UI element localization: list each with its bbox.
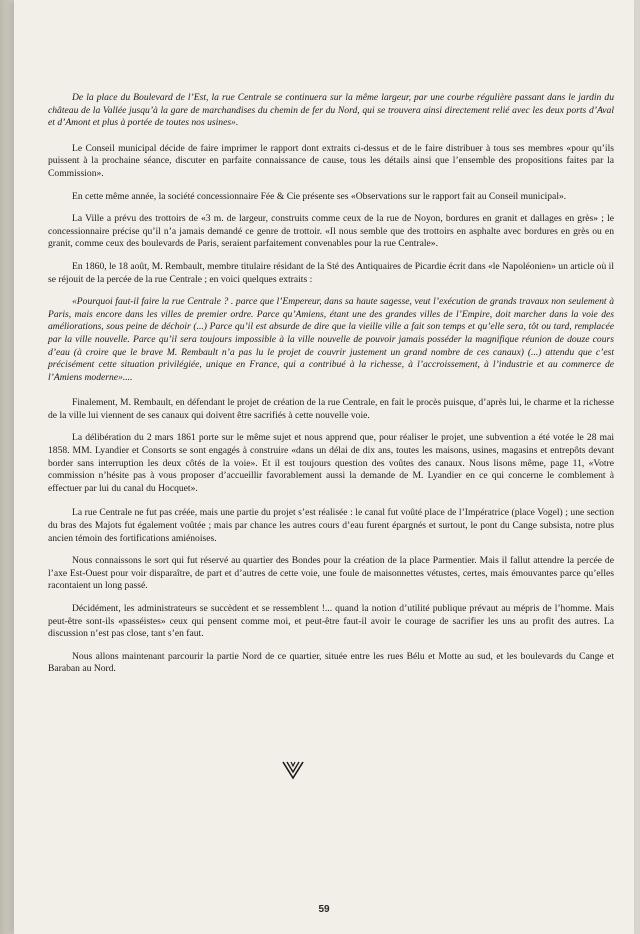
paragraph-9: La rue Centrale ne fut pas créée, mais une partie du projet s’est réalisée : le canal fut voûté place de l’Impératrice (place Vogel) ; une section du bras des Majots fut également voûtée ; mais par chance les autres cours d’eau furent épargnés et surtout, le pont du Cange subsista, notre plus ancien témoin des fortifications amiénoises. — [48, 507, 614, 544]
paragraph-3: En cette même année, la société concessionnaire Fée & Cie présente ses «Observations sur le rapport fait au Conseil municipal». — [72, 190, 567, 202]
paragraph-11: Décidément, les administrateurs se succèdent et se ressemblent !... quand la notion d’utilité publique prévaut au mépris de l’homme. Mais peut-être sont-ils «passéistes» ceux qui pensent comme moi, et peut-être faut-il avoir le courage de sacrifier les uns au profit des autres. La discussion n’est pas close, tant s’en faut. — [48, 603, 614, 640]
page-number: 59 — [318, 904, 330, 915]
paragraph-7: Finalement, M. Rembault, en défendant le projet de création de la rue Centrale, en fait le procès puisque, d’après lui, le charme et la richesse de la ville lui viennent de ses canaux qui doivent être sacrifiés à cette nouvelle voie. — [48, 397, 614, 421]
paragraph-8: La délibération du 2 mars 1861 porte sur le même sujet et nous apprend que, pour réaliser le projet, une subvention a été votée le 28 mai 1858. MM. Lyandier et Consorts se sont engagés à construire «dans un délai de dix ans, toutes les maisons, usines, magasins et entrepôts devant border sans interruption les deux côtés de la voie». Et il est toujours question des voûtes des canaux. Nous lisons même, page 11, «Votre commission n’hésite pas à vous proposer d’accueillir favorablement aussi la demande de M. Lyandier en ce qui concerne le comblement à effectuer par lui du canal du Hocquet». — [48, 432, 614, 494]
page-body — [48, 92, 614, 686]
paragraph-2: Le Conseil municipal décide de faire imprimer le rapport dont extraits ci-dessus et de le faire distribuer à tous ses membres «pour qu’ils puissent à la prochaine séance, discuter en parfaite connaissance de cause, tous les détails ainsi que l’ensemble des propositions faites par la Commission». — [48, 142, 614, 179]
book-page — [14, 0, 634, 934]
v-ornament-icon — [282, 760, 304, 780]
paragraph-5: En 1860, le 18 août, M. Rembault, membre titulaire résidant de la Sté des Antiquaires de Picardie écrit dans «le Napoléonien» un article où il se réjouit de la percée de la rue Centrale ; en voici quelques extraits : — [48, 260, 614, 285]
paragraph-10: Nous connaissons le sort qui fut réservé au quartier des Bondes pour la création de la place Parmentier. Mais il fallut attendre la percée de l’axe Est-Ouest pour voir disparaître, de part et d’autres de cette voie, une foule de maisonnettes vétustes, certes, mais émouvantes parce qu’elles racontaient un long passé. — [48, 555, 614, 592]
paragraph-6: «Pourquoi faut-il faire la rue Centrale ? . parce que l’Empereur, dans sa haute sagesse, veut l’exécution de grands travaux non seulement à Paris, mais encore dans les villes de premier ordre. Parce qu’Amiens, étant une des grandes villes de l’Empire, doit marcher dans la voie des améliorations, sous peine de déchoir (...) Parce qu’il est absurde de dire que la vieille ville a fait son temps et qu’elle sera, tôt ou tard, remplacée par la ville nouvelle. Parce qu’il sera toujours impossible à la ville nouvelle de pouvoir jamais posséder la magnifique réunion de douze cours d’eau (à croire que le brave M. Rembault n’a pas lu le projet de couvrir justement un grand nombre de ces canaux) (...) attendu que c’est précisément cette situation privilégiée, unique en France, qui a contribué à la richesse, à l’accroissement, à l’industrie et au commerce de l’Amiens moderne».... — [48, 296, 614, 383]
paragraph-1: De la place du Boulevard de l’Est, la rue Centrale se continuera sur la même largeur, par une courbe régulière passant dans le jardin du château de la Vallée jusqu’à la gare de marchandises du chemin de fer du Nord, qui se trouvera ainsi directement relié avec les deux ports d’Aval et d’Amont et plus à portée de toutes nos usines». — [48, 92, 614, 129]
paragraph-4: La Ville a prévu des trottoirs de «3 m. de largeur, construits comme ceux de la rue de Noyon, bordures en granit et dallages en grès» ; le concessionnaire précise qu’il n’a jamais demandé ce genre de trottoir. «Il nous semble que des trottoirs en asphalte avec bordures en grès ou en granit, comme ceux des boulevards de Paris, seraient parfaitement convenables pour la rue Centrale». — [48, 213, 614, 250]
book-gutter-shadow — [0, 0, 14, 934]
paragraph-12: Nous allons maintenant parcourir la partie Nord de ce quartier, située entre les rues Bélu et Motte au sud, et les boulevards du Cange et Baraban au Nord. — [48, 650, 614, 675]
